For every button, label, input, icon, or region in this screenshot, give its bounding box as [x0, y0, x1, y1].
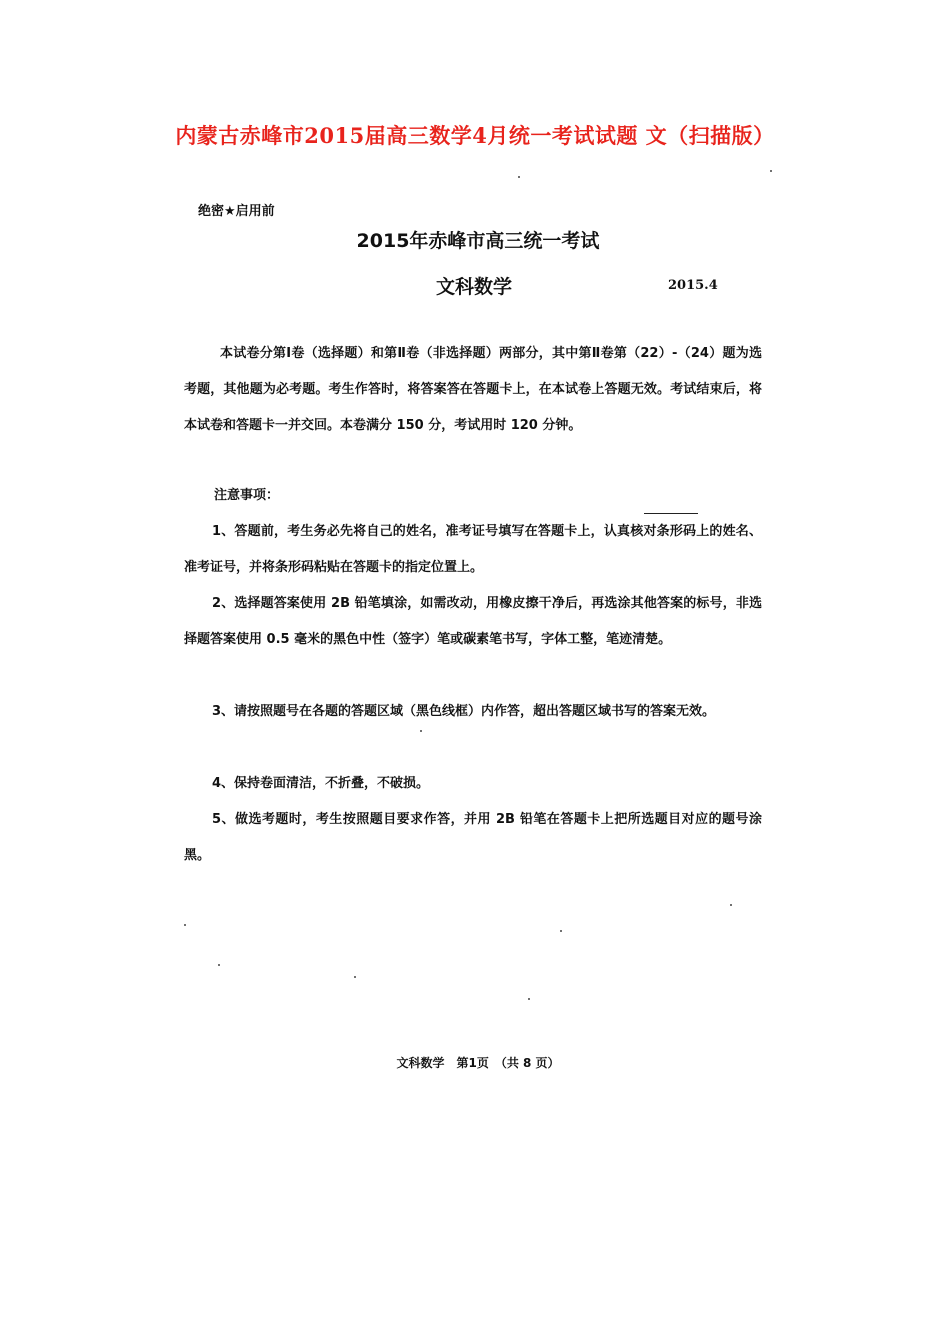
intro-paragraph: 本试卷分第Ⅰ卷（选择题）和第Ⅱ卷（非选择题）两部分，其中第Ⅱ卷第（22）-（24）题为选考题，其他题为必考题。考生作答时，将答案答在答题卡上，在本试卷上答题无效。考试结束后，将本试卷和答题卡一并交回。本卷满分 150 分，考试用时 120 分钟。	[184, 346, 762, 433]
note-item: 4、保持卷面清洁，不折叠，不破损。	[212, 776, 430, 791]
document-title: 内蒙古赤峰市2015届高三数学4月统一考试试题 文（扫描版）	[175, 123, 775, 148]
scan-speck	[354, 976, 356, 978]
scan-speck	[730, 904, 732, 906]
scan-underline-mark	[644, 513, 698, 514]
note-item: 3、请按照题号在各题的答题区域（黑色线框）内作答，超出答题区域书写的答案无效。	[212, 704, 716, 719]
note-item: 1、答题前，考生务必先将自己的姓名，准考证号填写在答题卡上，认真核对条形码上的姓名、准考证号，并将条形码粘贴在答题卡的指定位置上。	[184, 524, 762, 575]
scan-speck	[184, 924, 186, 926]
note-item: 2、选择题答案使用 2B 铅笔填涂，如需改动，用橡皮擦干净后，再选涂其他答案的标号，非选择题答案使用 0.5 毫米的黑色中性（签字）笔或碳素笔书写，字体工整，笔迹清楚。	[184, 596, 762, 647]
secret-mark: 绝密★启用前	[198, 204, 275, 219]
scan-speck	[770, 170, 772, 172]
scan-speck	[528, 998, 530, 1000]
note-item: 5、做选考题时，考生按照题目要求作答，并用 2B 铅笔在答题卡上把所选题目对应的题号涂黑。	[184, 812, 762, 863]
scan-speck	[420, 730, 422, 732]
page-footer: 文科数学 第1页 （共 8 页）	[396, 1056, 560, 1070]
scan-speck	[560, 930, 562, 932]
scanned-exam-page	[178, 180, 778, 1100]
scan-speck	[518, 176, 520, 178]
notes-heading: 注意事项：	[214, 488, 280, 503]
subject-label: 文科数学	[436, 276, 513, 298]
scan-speck	[218, 964, 220, 966]
exam-date: 2015.4	[668, 278, 718, 293]
exam-title: 2015年赤峰市高三统一考试	[356, 230, 600, 252]
